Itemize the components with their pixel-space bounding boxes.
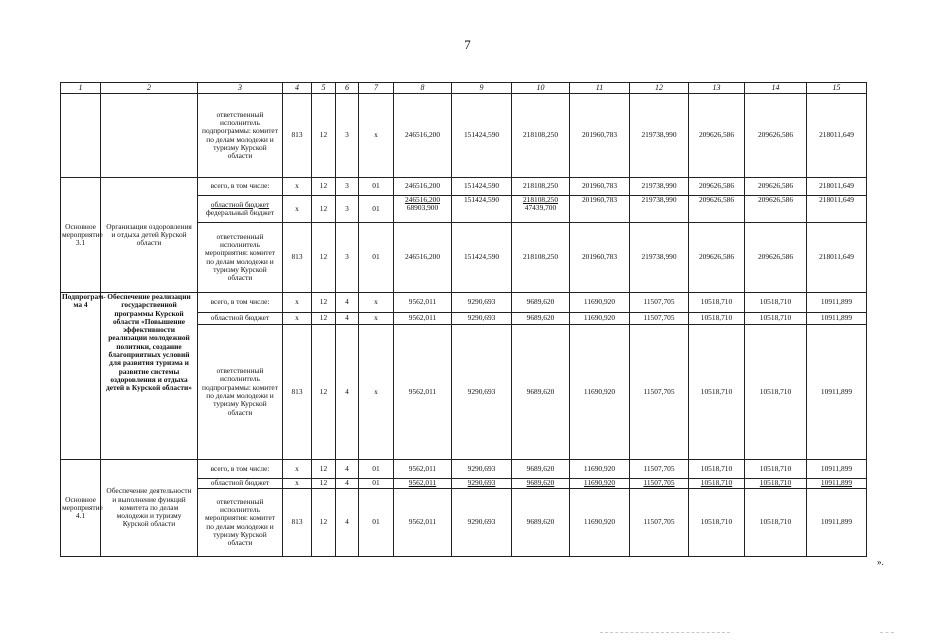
header-cell: 7: [359, 83, 394, 94]
value-cell: 9290,693: [452, 489, 512, 557]
pr-cell: 4: [336, 489, 359, 557]
executor-cell: ответственный исполнитель подпрограммы: комитет по делам молодежи и туризму Курской области: [198, 94, 283, 178]
source-cell: [198, 196, 283, 223]
value-cell: 9562,011: [394, 293, 452, 313]
header-cell: 13: [689, 83, 745, 94]
header-cell: 5: [312, 83, 336, 94]
rz-cell: 12: [312, 489, 336, 557]
value-cell: 11690,920: [570, 460, 630, 479]
event-title-cell: Обеспечение деятельности и выполнение функций комитета по делам молодежи и туризму Курской области: [101, 460, 198, 557]
value-cell: 201960,783: [570, 178, 630, 196]
value-cell: 9689,620: [512, 325, 570, 460]
value-cell: 9689,620: [512, 293, 570, 313]
value-cell: 11507,705: [630, 460, 689, 479]
rz-cell: 12: [312, 479, 336, 489]
value-cell: 9290,693: [452, 479, 512, 489]
csr-cell: 01: [359, 460, 394, 479]
csr-cell: x: [359, 313, 394, 325]
value-cell: 209626,586: [689, 196, 745, 223]
pr-cell: 3: [336, 223, 359, 293]
rz-cell: 12: [312, 94, 336, 178]
value-federal: 47439,700: [524, 203, 557, 213]
value-cell: 10518,710: [745, 489, 807, 557]
source-federal: федеральный бюджет: [205, 208, 275, 217]
value-cell: 10911,899: [807, 313, 867, 325]
value-cell: 11507,705: [630, 479, 689, 489]
table-row: [61, 293, 867, 313]
header-cell: 15: [807, 83, 867, 94]
value-cell: 11507,705: [630, 325, 689, 460]
value-cell: 10518,710: [689, 479, 745, 489]
gr-cell: 813: [283, 489, 312, 557]
rz-cell: 12: [312, 196, 336, 223]
header-cell: 9: [452, 83, 512, 94]
table-row: [61, 178, 867, 196]
value-cell: 10518,710: [745, 313, 807, 325]
gr-cell: x: [283, 293, 312, 313]
value-cell: 10518,710: [745, 460, 807, 479]
rz-cell: 12: [312, 178, 336, 196]
header-cell: 12: [630, 83, 689, 94]
source-cell: всего, в том числе:: [198, 460, 283, 479]
value-cell: 209626,586: [689, 178, 745, 196]
value-cell: 219738,990: [630, 94, 689, 178]
value-cell: 10518,710: [689, 460, 745, 479]
value-cell: 218011,649: [807, 94, 867, 178]
value-cell: 10518,710: [745, 325, 807, 460]
value-cell: 9689,620: [512, 489, 570, 557]
value-cell: 218011,649: [807, 178, 867, 196]
value-cell: 11690,920: [570, 479, 630, 489]
value-regional: 218108,250: [522, 195, 559, 204]
source-cell: областной бюджет: [198, 479, 283, 489]
empty-cell: [101, 94, 198, 178]
value-cell: 10911,899: [807, 460, 867, 479]
rz-cell: 12: [312, 460, 336, 479]
value-cell: 11507,705: [630, 293, 689, 313]
csr-cell: x: [359, 293, 394, 313]
executor-cell: ответственный исполнитель подпрограммы: комитет по делам молодежи и туризму Курской области: [198, 325, 283, 460]
rz-cell: 12: [312, 325, 336, 460]
value-cell: 209626,586: [745, 94, 807, 178]
value-cell: 9290,693: [452, 460, 512, 479]
gr-cell: x: [283, 479, 312, 489]
header-cell: 11: [570, 83, 630, 94]
value-cell: 11690,920: [570, 325, 630, 460]
scan-artifact: [880, 632, 894, 634]
header-cell: 10: [512, 83, 570, 94]
value-cell: 218108,250: [512, 94, 570, 178]
header-cell: 3: [198, 83, 283, 94]
header-cell: 1: [61, 83, 101, 94]
value-cell: 151424,590: [452, 223, 512, 293]
value-cell: 10518,710: [745, 479, 807, 489]
value-cell: 11690,920: [570, 293, 630, 313]
value-cell: 9290,693: [452, 325, 512, 460]
value-federal: 68903,900: [406, 203, 439, 213]
value-cell: [394, 196, 452, 223]
value-cell: 9290,693: [452, 313, 512, 325]
value-cell: 10518,710: [745, 293, 807, 313]
budget-table: [60, 82, 867, 557]
value-cell: 10911,899: [807, 325, 867, 460]
header-cell: 8: [394, 83, 452, 94]
value-cell: 218108,250: [512, 178, 570, 196]
gr-cell: 813: [283, 325, 312, 460]
value-cell: 9562,011: [394, 489, 452, 557]
rz-cell: 12: [312, 293, 336, 313]
header-cell: 14: [745, 83, 807, 94]
pr-cell: 4: [336, 460, 359, 479]
value-cell: 10518,710: [689, 325, 745, 460]
value-cell: 218108,250: [512, 223, 570, 293]
value-cell: 11690,920: [570, 489, 630, 557]
gr-cell: 813: [283, 94, 312, 178]
scan-artifact: [600, 632, 730, 634]
value-cell: 9562,011: [394, 325, 452, 460]
source-cell: областной бюджет: [198, 313, 283, 325]
value-cell: 209626,586: [689, 223, 745, 293]
header-row: [61, 83, 867, 94]
value-cell: 151424,590: [452, 178, 512, 196]
value-cell: 11507,705: [630, 489, 689, 557]
rz-cell: 12: [312, 223, 336, 293]
header-cell: 2: [101, 83, 198, 94]
csr-cell: x: [359, 325, 394, 460]
value-regional: 246516,200: [404, 195, 441, 204]
event-title-cell: Организация оздоровления и отдыха детей Курской области: [101, 178, 198, 293]
empty-cell: [61, 94, 101, 178]
value-cell: 246516,200: [394, 223, 452, 293]
value-cell: 9562,011: [394, 479, 452, 489]
value-cell: 10911,899: [807, 489, 867, 557]
header-cell: 6: [336, 83, 359, 94]
pr-cell: 3: [336, 196, 359, 223]
source-cell: всего, в том числе:: [198, 293, 283, 313]
csr-cell: 01: [359, 489, 394, 557]
value-cell: 218011,649: [807, 223, 867, 293]
value-cell: 9562,011: [394, 313, 452, 325]
value-cell: 9290,693: [452, 293, 512, 313]
value-cell: 201960,783: [570, 223, 630, 293]
executor-cell: ответственный исполнитель мероприятия: комитет по делам молодежи и туризму Курской области: [198, 223, 283, 293]
pr-cell: 3: [336, 94, 359, 178]
value-cell: 219738,990: [630, 196, 689, 223]
value-cell: 10911,899: [807, 479, 867, 489]
value-cell: 9689,620: [512, 313, 570, 325]
value-cell: 11507,705: [630, 313, 689, 325]
csr-cell: 01: [359, 178, 394, 196]
value-cell: 151424,590: [452, 94, 512, 178]
value-cell: 201960,783: [570, 94, 630, 178]
value-cell: 151424,590: [452, 196, 512, 223]
value-cell: 10518,710: [689, 313, 745, 325]
csr-cell: x: [359, 94, 394, 178]
value-cell: 9689,620: [512, 479, 570, 489]
value-cell: 246516,200: [394, 94, 452, 178]
value-cell: 209626,586: [745, 223, 807, 293]
value-cell: 209626,586: [745, 196, 807, 223]
page-number: 7: [464, 37, 471, 52]
subprogram-code-cell: Подпрограм-ма 4: [61, 293, 101, 460]
pr-cell: 4: [336, 479, 359, 489]
csr-cell: 01: [359, 223, 394, 293]
source-cell: всего, в том числе:: [198, 178, 283, 196]
value-cell: 11690,920: [570, 313, 630, 325]
table-row: [61, 94, 867, 178]
table-row: [61, 460, 867, 479]
value-cell: 218011,649: [807, 196, 867, 223]
closing-quote-mark: ».: [877, 557, 884, 567]
value-cell: 219738,990: [630, 223, 689, 293]
executor-cell: ответственный исполнитель мероприятия: комитет по делам молодежи и туризму Курской области: [198, 489, 283, 557]
pr-cell: 4: [336, 293, 359, 313]
value-cell: 209626,586: [689, 94, 745, 178]
source-regional: областной бюджет: [210, 199, 270, 209]
csr-cell: 01: [359, 479, 394, 489]
pr-cell: 3: [336, 178, 359, 196]
header-cell: 4: [283, 83, 312, 94]
gr-cell: x: [283, 178, 312, 196]
value-cell: 219738,990: [630, 178, 689, 196]
value-cell: 10518,710: [689, 293, 745, 313]
value-cell: 10911,899: [807, 293, 867, 313]
gr-cell: x: [283, 460, 312, 479]
value-cell: 201960,783: [570, 196, 630, 223]
pr-cell: 4: [336, 313, 359, 325]
event-code-cell: Основное мероприятие 3.1: [61, 178, 101, 293]
event-code-cell: Основное мероприятие 4.1: [61, 460, 101, 557]
gr-cell: x: [283, 196, 312, 223]
value-cell: [512, 196, 570, 223]
csr-cell: 01: [359, 196, 394, 223]
value-cell: 10518,710: [689, 489, 745, 557]
value-cell: 209626,586: [745, 178, 807, 196]
rz-cell: 12: [312, 313, 336, 325]
gr-cell: x: [283, 313, 312, 325]
value-cell: 9689,620: [512, 460, 570, 479]
subprogram-title-cell: Обеспечение реализации государственной программы Курской области «Повышение эффективности реализации молодежной политики, создание благоприятных условий для развития туризма и развитие системы оздоровления и отдыха детей в Курской области»: [101, 293, 198, 460]
pr-cell: 4: [336, 325, 359, 460]
gr-cell: 813: [283, 223, 312, 293]
value-cell: 246516,200: [394, 178, 452, 196]
value-cell: 9562,011: [394, 460, 452, 479]
